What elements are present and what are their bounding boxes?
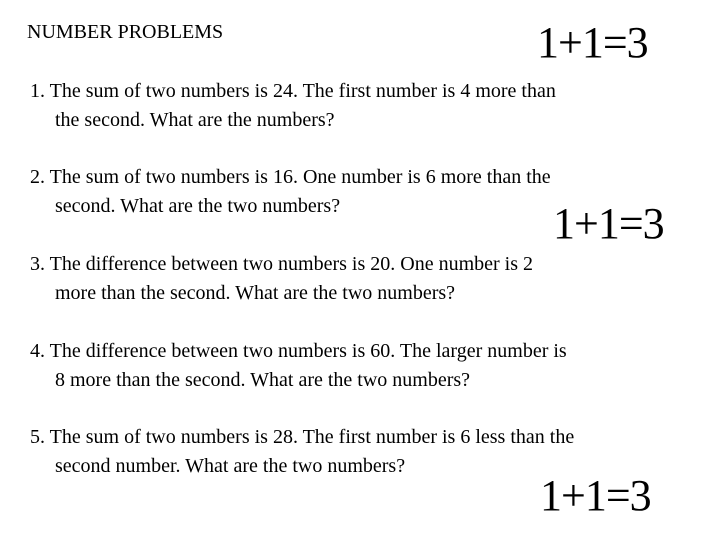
problem-3-line-1: 3. The difference between two numbers is 20. One number is 2 — [30, 253, 534, 275]
problem-2-line-2: second. What are the two numbers? — [55, 195, 341, 217]
problem-4-line-1: 4. The difference between two numbers is 60. The larger number is — [30, 340, 567, 362]
problem-5-line-2: second number. What are the two numbers? — [55, 455, 406, 477]
problem-3 — [30, 250, 705, 308]
page-title: NUMBER PROBLEMS — [27, 21, 224, 43]
problem-4 — [30, 337, 705, 395]
equation-bottom-right: 1+1=3 — [540, 471, 651, 520]
problem-5-line-1: 5. The sum of two numbers is 28. The first number is 6 less than the — [30, 426, 575, 448]
equation-top-right: 1+1=3 — [537, 18, 648, 67]
problem-3-line-2: more than the second. What are the two numbers? — [55, 282, 456, 304]
problem-1 — [30, 77, 705, 135]
equation-middle-right: 1+1=3 — [553, 199, 664, 248]
problem-4-line-2: 8 more than the second. What are the two numbers? — [55, 369, 471, 391]
problem-1-line-2: the second. What are the numbers? — [55, 109, 335, 131]
problem-1-line-1: 1. The sum of two numbers is 24. The first number is 4 more than — [30, 80, 556, 102]
problem-2-line-1: 2. The sum of two numbers is 16. One number is 6 more than the — [30, 166, 551, 188]
